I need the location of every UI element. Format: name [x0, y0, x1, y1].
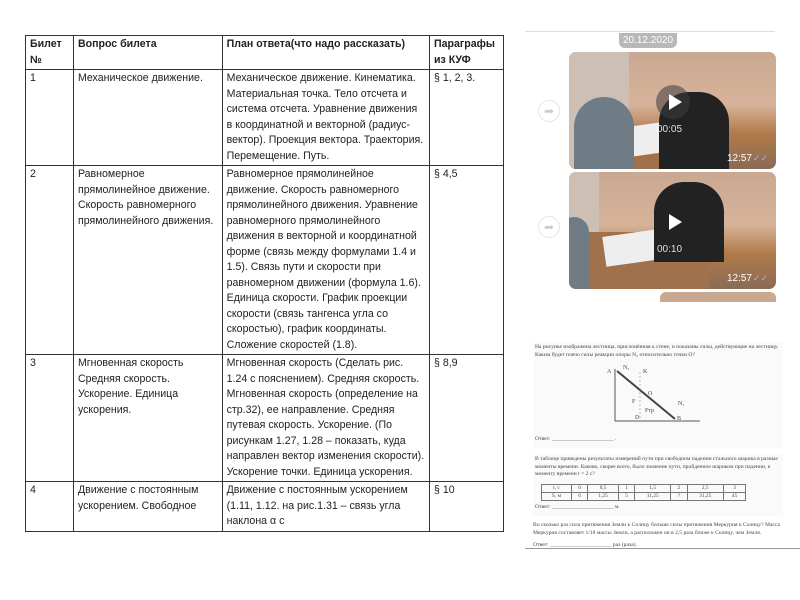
label-n2: N₁ [678, 401, 685, 407]
cell: 5 [618, 492, 634, 500]
cell: 1,25 [588, 492, 619, 500]
cell: 1 [618, 484, 634, 492]
cell: 0 [571, 484, 587, 492]
date-badge: 20.12.2020 [619, 33, 677, 48]
video-message[interactable] [569, 52, 776, 169]
cell-plan: Равномерное прямолинейное движение. Скорость равномерного прямолинейного движения. Уравнение равномерного прямолинейного движения в векторной и координатной форме (связь между формулами 1.4 и 1.5). Связь пути и скорости при равномерном движении (формула 1.6). Единица скорости. График проекции скорости (связь тангенса угла со скоростью), график координаты. Сложение скоростей (1.8). [222, 166, 429, 355]
label-f: F [632, 399, 636, 405]
cell: 2 [671, 484, 687, 492]
read-ticks-icon: ✓✓ [752, 273, 768, 283]
cell: ? [671, 492, 687, 500]
cell: S, м [542, 492, 572, 500]
cell: t, с [542, 484, 572, 492]
header-question: Вопрос билета [73, 36, 222, 70]
physics-worksheet [533, 342, 783, 553]
cell: 0,5 [588, 484, 619, 492]
cell-number: 1 [26, 70, 74, 166]
question-1-text: На рисунке изображена лестница, прислонённая к стене, и показаны силы, действующие на лестницу. Каким будет плечо силы реакции опоры N₂ относительно точки O? [535, 344, 779, 358]
video-duration: 00:05 [657, 124, 683, 135]
divider [525, 31, 775, 32]
table-header-row [26, 36, 504, 70]
cell-plan: Движение с постоянным ускорением (1.11, 1.12. на рис.1.31 – связь угла наклона α с [222, 482, 429, 532]
divider [525, 548, 800, 549]
cell: 1,5 [635, 484, 671, 492]
label-d: D [635, 415, 640, 421]
cell-question: Механическое движение. [73, 70, 222, 166]
cell-question: Движение с постоянным ускорением. Свободное [73, 482, 222, 532]
label-ftr: Fтр [645, 408, 655, 414]
video-thumbnail-person [574, 97, 634, 169]
cell-number: 3 [26, 355, 74, 482]
cell: 0 [571, 492, 587, 500]
share-icon[interactable]: ➦ [538, 216, 560, 238]
cell: 11,25 [635, 492, 671, 500]
cell-question: Мгновенная скорость Средняя скорость. Ускорение. Единица ускорения. [73, 355, 222, 482]
question-block [533, 454, 783, 516]
ticket-table [25, 35, 504, 532]
video-thumbnail-person [569, 217, 589, 289]
question-block [533, 522, 783, 550]
cell-question: Равномерное прямолинейное движение. Скорость равномерного прямолинейного движения. [73, 166, 222, 355]
question-3-text: Во сколько раз сила притяжения Земли к Солнцу больше силы притяжения Меркурия к Солнцу? Масса Меркурия составляет 1/18 массы Земли, а расположен он в 2,5 раза ближе к Солнцу, чем Земля. [533, 522, 780, 536]
chat-panel [525, 0, 800, 310]
label-n1: N₂ [623, 365, 630, 371]
table-row [26, 355, 504, 482]
video-message[interactable] [569, 172, 776, 289]
cell: 3 [723, 484, 745, 492]
cell-plan: Механическое движение. Кинематика. Материальная точка. Тело отсчета и система отсчета. Уравнение движения в координатной и векторной (радиус-вектор). Проекция вектора. Траектория. Перемещение. Путь. [222, 70, 429, 166]
video-duration: 00:10 [657, 244, 683, 255]
share-icon[interactable]: ➦ [538, 100, 560, 122]
ladder-diagram [535, 359, 785, 429]
cell: 2,5 [687, 484, 723, 492]
table-row-distance [542, 492, 746, 500]
table-row-time [542, 484, 746, 492]
cell: 31,25 [687, 492, 723, 500]
header-ticket-number: Билет № [26, 36, 74, 70]
cell-plan: Мгновенная скорость (Сделать рис. 1.24 с пояснением). Средняя скорость. Мгновенная скорость (определение на стр.32), ее направление. Средняя путевая скорость. Ускорение. (По рисункам 1.27, 1.28 – показать, куда направлен вектор изменения скорости). Ускорение точки. Единица ускорения. [222, 355, 429, 482]
table-row [26, 482, 504, 532]
ticket-table-document [25, 35, 504, 532]
answer-line-3: Ответ: ______________________ раз (раза). [533, 542, 637, 548]
message-time: 12:57 [726, 273, 752, 284]
cell-paragraphs: § 4,5 [429, 166, 503, 355]
header-answer-plan: План ответа(что надо рассказать) [222, 36, 429, 70]
table-row [26, 70, 504, 166]
answer-line-2: Ответ: ______________________ м. [535, 503, 620, 510]
answer-line-1: Ответ: ______________________ . [535, 435, 617, 442]
cell-number: 2 [26, 166, 74, 355]
table-row [26, 166, 504, 355]
question-block [533, 342, 783, 448]
cell: 45 [723, 492, 745, 500]
question-2-text: В таблице приведены результаты измерений пути при свободном падении стального шарика в разные моменты времени. Каково, скорее всего, было значение пути, пройденное шариком при падении, к моменту времени t = 2 с? [535, 456, 778, 477]
label-a: A [607, 369, 612, 375]
cell-number: 4 [26, 482, 74, 532]
label-b: B [677, 416, 682, 422]
video-message-partial[interactable] [660, 292, 776, 302]
message-time: 12:57 [726, 153, 752, 164]
cell-paragraphs: § 10 [429, 482, 503, 532]
header-paragraphs: Параграфы из КУФ [429, 36, 503, 70]
play-icon[interactable] [656, 205, 690, 239]
label-o: O [648, 391, 653, 397]
measurement-table [541, 484, 746, 501]
cell-paragraphs: § 1, 2, 3. [429, 70, 503, 166]
cell-paragraphs: § 8,9 [429, 355, 503, 482]
label-k: K [643, 369, 648, 375]
read-ticks-icon: ✓✓ [752, 153, 768, 163]
play-icon[interactable] [656, 85, 690, 119]
